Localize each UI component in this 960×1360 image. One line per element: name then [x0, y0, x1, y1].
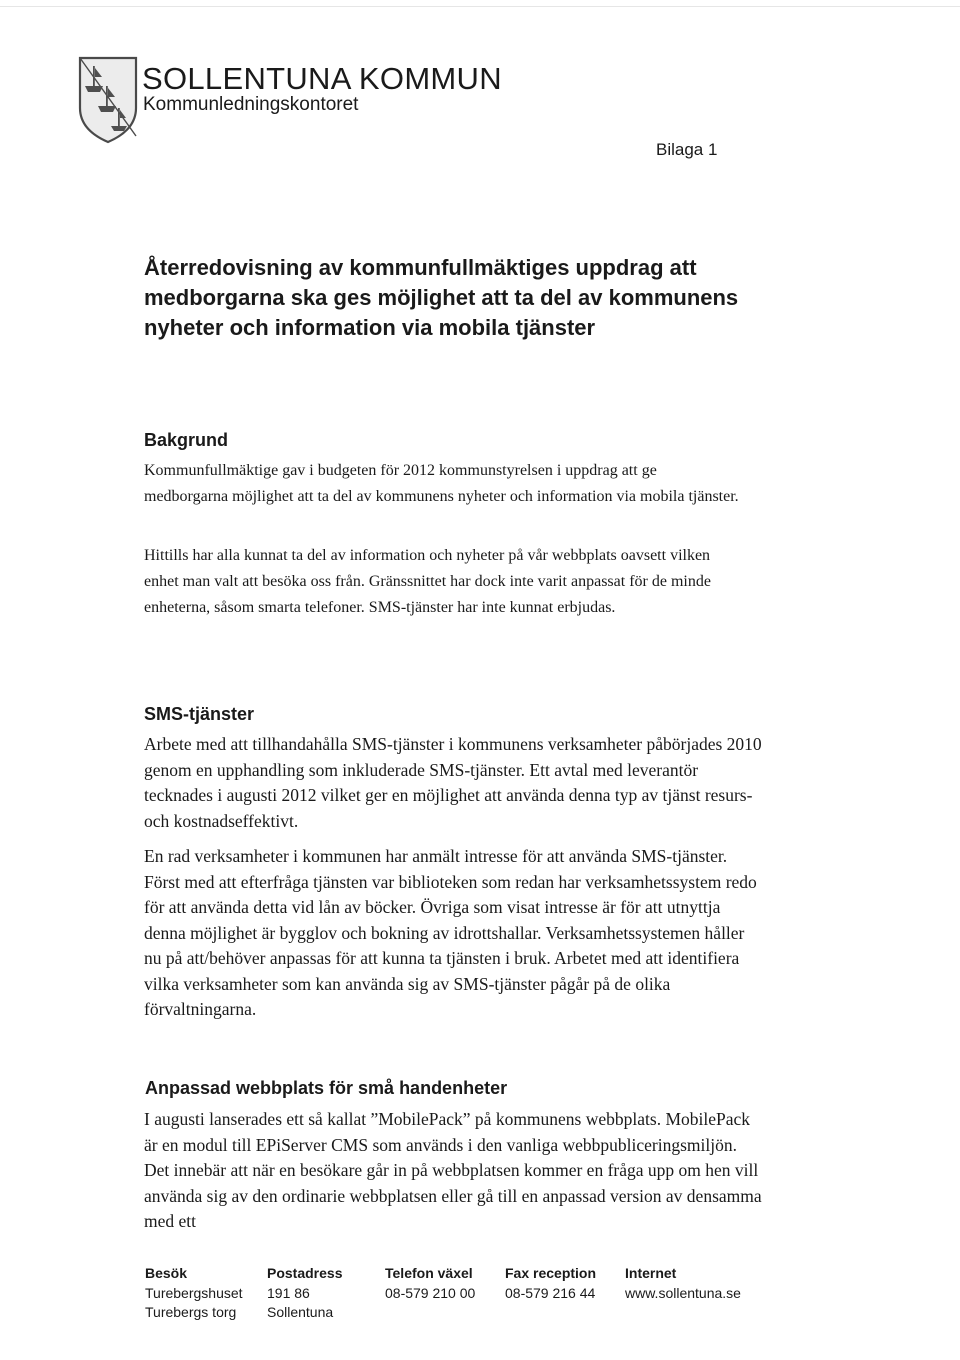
- paragraph: I augusti lanserades ett så kallat ”MobilePack” på kommunens webbplats. MobilePack är en modul till EPiServer CMS som används i den vanliga webbpubliceringsmiljön. Det innebär att när en besökare går in på webbplatsen kommer en fråga upp om hen vill använda sig av den ordinarie webbplatsen eller gå till en anpassad version av densamma med ett: [144, 1109, 762, 1231]
- footer-line: 08-579 216 44: [505, 1284, 596, 1301]
- footer-column-visit: [145, 1264, 243, 1323]
- footer-heading: Telefon växel: [385, 1265, 473, 1281]
- footer-heading: Postadress: [267, 1265, 343, 1281]
- section-heading-mobile-site: Anpassad webbplats för små handenheter: [145, 1078, 508, 1098]
- footer-heading: Besök: [145, 1265, 188, 1281]
- footer-heading: Internet: [625, 1265, 677, 1281]
- coat-of-arms-icon: [78, 56, 138, 144]
- footer-column-phone: [385, 1264, 475, 1303]
- paragraph: Kommunfullmäktige gav i budgeten för 2012 kommunstyrelsen i uppdrag att ge medborgarna möjlighet att ta del av kommunens nyheter och information via mobila tjänster.: [144, 462, 739, 505]
- website-link[interactable]: www.sollentuna.se: [625, 1284, 741, 1301]
- paragraph: En rad verksamheter i kommunen har anmält intresse för att använda SMS-tjänster. Först med att efterfråga tjänsten var biblioteken som redan har verksamhetssystem redo för att använda detta vid lån av böcker. Övriga som visat intresse är för att utnyttja denna möjlighet är bygglov och bokning av idrottshallar. Verksamhetssystemen håller nu på att/behöver anpassas för att kunna ta tjänsten i bruk. Arbetet med att identifiera vilka verksamheter som kan använda sig av SMS-tjänster pågår på de olika förvaltningarna.: [144, 846, 757, 1019]
- section-heading-bakgrund: Bakgrund: [144, 430, 229, 450]
- document-title: Återredovisning av kommunfullmäktiges uppdrag att medborgarna ska ges möjlighet att ta del av kommunens nyheter och information via mobila tjänster: [144, 255, 739, 340]
- paragraph: Hittills har alla kunnat ta del av information och nyheter på vår webbplats oavsett vilken enhet man valt att besöka oss från. Gränssnittet har dock inte varit anpassat för de minde enheterna, såsom smarta telefoner. SMS-tjänster har inte kunnat erbjudas.: [144, 547, 711, 616]
- footer-line: Turebergshuset: [145, 1284, 243, 1301]
- section-heading-sms: SMS-tjänster: [144, 704, 255, 724]
- department-name: Kommunledningskontoret: [143, 94, 359, 115]
- footer-line: 191 86: [267, 1284, 310, 1301]
- organization-name: SOLLENTUNA KOMMUN: [142, 61, 502, 96]
- attachment-label: Bilaga 1: [656, 140, 718, 159]
- footer-line: 08-579 210 00: [385, 1284, 476, 1301]
- footer-heading: Fax reception: [505, 1265, 597, 1281]
- footer-line: Sollentuna: [267, 1304, 334, 1320]
- footer-column-fax: [505, 1264, 596, 1303]
- page-top-edge: [0, 6, 960, 7]
- paragraph: Arbete med att tillhandahålla SMS-tjänster i kommunens verksamheter påbörjades 2010 genom en upphandling som inkluderade SMS-tjänster. Ett avtal med leverantör tecknades i augusti 2012 vilket ger en möjlighet att använda denna typ av tjänst resurs- och kostnadseffektivt.: [144, 734, 762, 831]
- footer-column-postal: [267, 1264, 342, 1323]
- footer-line: Turebergs torg: [145, 1304, 237, 1320]
- footer-column-internet: [625, 1264, 741, 1303]
